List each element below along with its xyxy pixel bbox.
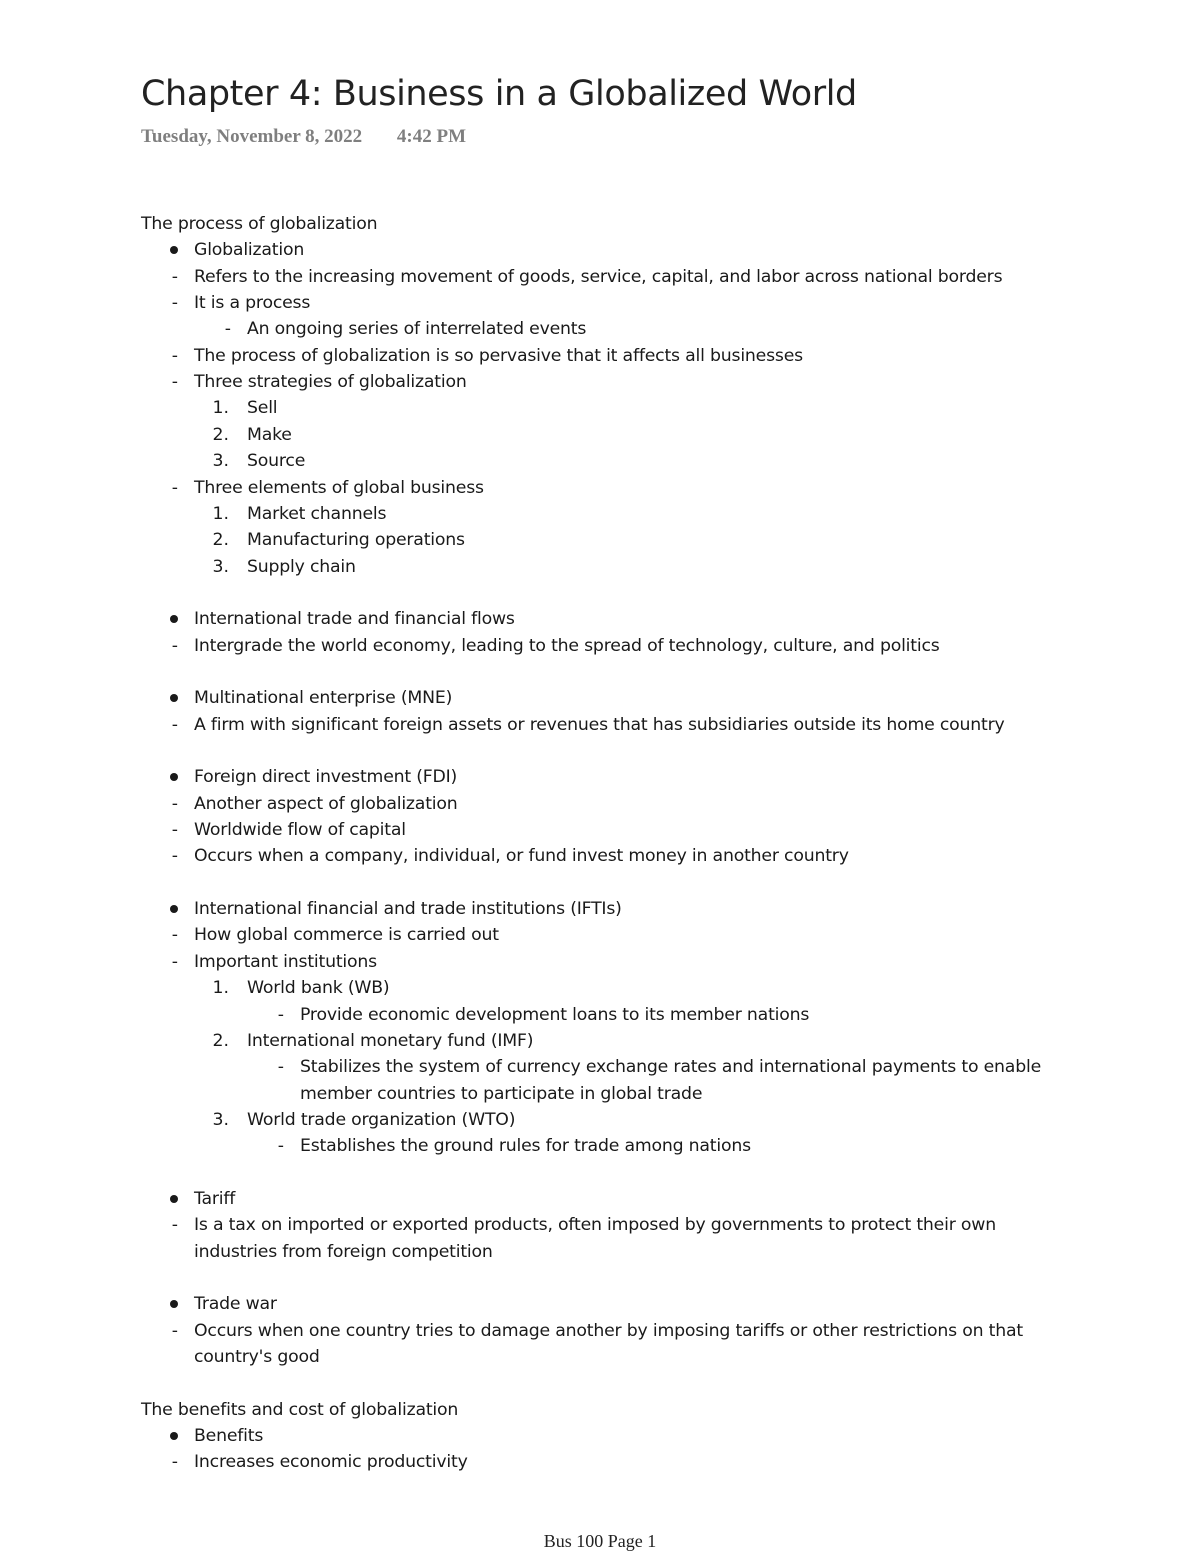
dash-marker: - <box>171 266 178 287</box>
line-text: Make <box>247 424 292 445</box>
number-marker: 3. <box>212 556 229 577</box>
number-marker: 2. <box>212 424 229 445</box>
bullet-dot-icon <box>170 773 178 781</box>
line-text: Another aspect of globalization <box>194 793 458 814</box>
line-text: World trade organization (WTO) <box>247 1109 516 1130</box>
line-text: International trade and financial flows <box>194 609 515 630</box>
line-text: Occurs when one country tries to damage another by imposing tariffs or other restrictions on that <box>194 1320 1023 1341</box>
line-text: Important institutions <box>194 951 377 972</box>
number-marker: 1. <box>212 978 229 999</box>
line-text: industries from foreign competition <box>194 1241 493 1262</box>
line-text: Globalization <box>194 240 305 261</box>
line-text: Foreign direct investment (FDI) <box>194 767 458 788</box>
number-marker: 1. <box>212 503 229 524</box>
line-text: Tariff <box>194 1188 236 1209</box>
line-text: World bank (WB) <box>247 978 390 999</box>
note-date: Tuesday, November 8, 2022 <box>141 126 363 147</box>
page-footer: Bus 100 Page 1 <box>543 1531 657 1551</box>
bullet-dot-icon <box>170 1300 178 1308</box>
bullet-dot-icon <box>170 246 178 254</box>
dash-marker: - <box>224 319 231 340</box>
dash-marker: - <box>171 951 178 972</box>
line-text: Source <box>247 451 306 472</box>
dash-marker: - <box>171 846 178 867</box>
dash-marker: - <box>277 1057 284 1078</box>
bullet-dot-icon <box>170 1432 178 1440</box>
line-text: Worldwide flow of capital <box>194 820 406 841</box>
bullet-dot-icon <box>170 1195 178 1203</box>
line-text: member countries to participate in global trade <box>300 1083 703 1104</box>
dash-marker: - <box>171 372 178 393</box>
line-text: Is a tax on imported or exported products, often imposed by governments to protect their own <box>194 1215 996 1236</box>
line-text: Intergrade the world economy, leading to the spread of technology, culture, and politics <box>194 635 940 656</box>
line-text: Multinational enterprise (MNE) <box>194 688 453 709</box>
dash-marker: - <box>171 477 178 498</box>
line-text: An ongoing series of interrelated events <box>247 319 587 340</box>
line-text: The process of globalization is so pervasive that it affects all businesses <box>194 345 803 366</box>
bullet-dot-icon <box>170 615 178 623</box>
dash-marker: - <box>171 1320 178 1341</box>
line-text: The process of globalization <box>141 214 378 234</box>
line-text: Sell <box>247 398 278 419</box>
line-text: Stabilizes the system of currency exchange rates and international payments to enable <box>300 1057 1042 1078</box>
number-marker: 1. <box>212 398 229 419</box>
number-marker: 2. <box>212 1030 229 1051</box>
line-text: Three strategies of globalization <box>194 372 467 393</box>
line-text: Market channels <box>247 503 387 524</box>
line-text: Three elements of global business <box>194 477 484 498</box>
dash-marker: - <box>171 345 178 366</box>
line-text: Supply chain <box>247 556 356 577</box>
dash-marker: - <box>171 793 178 814</box>
note-timestamp <box>141 126 466 148</box>
line-text: country's good <box>194 1347 320 1368</box>
dash-marker: - <box>277 1136 284 1157</box>
dash-marker: - <box>171 635 178 656</box>
line-text: A firm with significant foreign assets or revenues that has subsidiaries outside its home country <box>194 714 1005 735</box>
line-text: Manufacturing operations <box>247 530 465 551</box>
bullet-dot-icon <box>170 694 178 702</box>
line-text: Establishes the ground rules for trade among nations <box>300 1136 751 1157</box>
dash-marker: - <box>277 1004 284 1025</box>
page-title: Chapter 4: Business in a Globalized World <box>141 74 857 114</box>
dash-marker: - <box>171 293 178 314</box>
bullet-dot-icon <box>170 905 178 913</box>
line-text: Provide economic development loans to its member nations <box>300 1004 810 1025</box>
line-text: International financial and trade institutions (IFTIs) <box>194 899 622 920</box>
line-text: How global commerce is carried out <box>194 925 499 946</box>
line-text: It is a process <box>194 293 311 314</box>
note-time: 4:42 PM <box>396 126 467 147</box>
dash-marker: - <box>171 925 178 946</box>
number-marker: 3. <box>212 451 229 472</box>
dash-marker: - <box>171 1215 178 1236</box>
line-text: Refers to the increasing movement of goods, service, capital, and labor across national borders <box>194 266 1003 287</box>
line-text: Increases economic productivity <box>194 1452 468 1473</box>
line-text: The benefits and cost of globalization <box>141 1399 459 1420</box>
number-marker: 2. <box>212 530 229 551</box>
dash-marker: - <box>171 714 178 735</box>
line-text: Benefits <box>194 1426 264 1447</box>
line-text: International monetary fund (IMF) <box>247 1030 534 1051</box>
dash-marker: - <box>171 820 178 841</box>
dash-marker: - <box>171 1452 178 1473</box>
line-text: Occurs when a company, individual, or fund invest money in another country <box>194 846 849 867</box>
line-text: Trade war <box>194 1294 277 1315</box>
number-marker: 3. <box>212 1109 229 1130</box>
